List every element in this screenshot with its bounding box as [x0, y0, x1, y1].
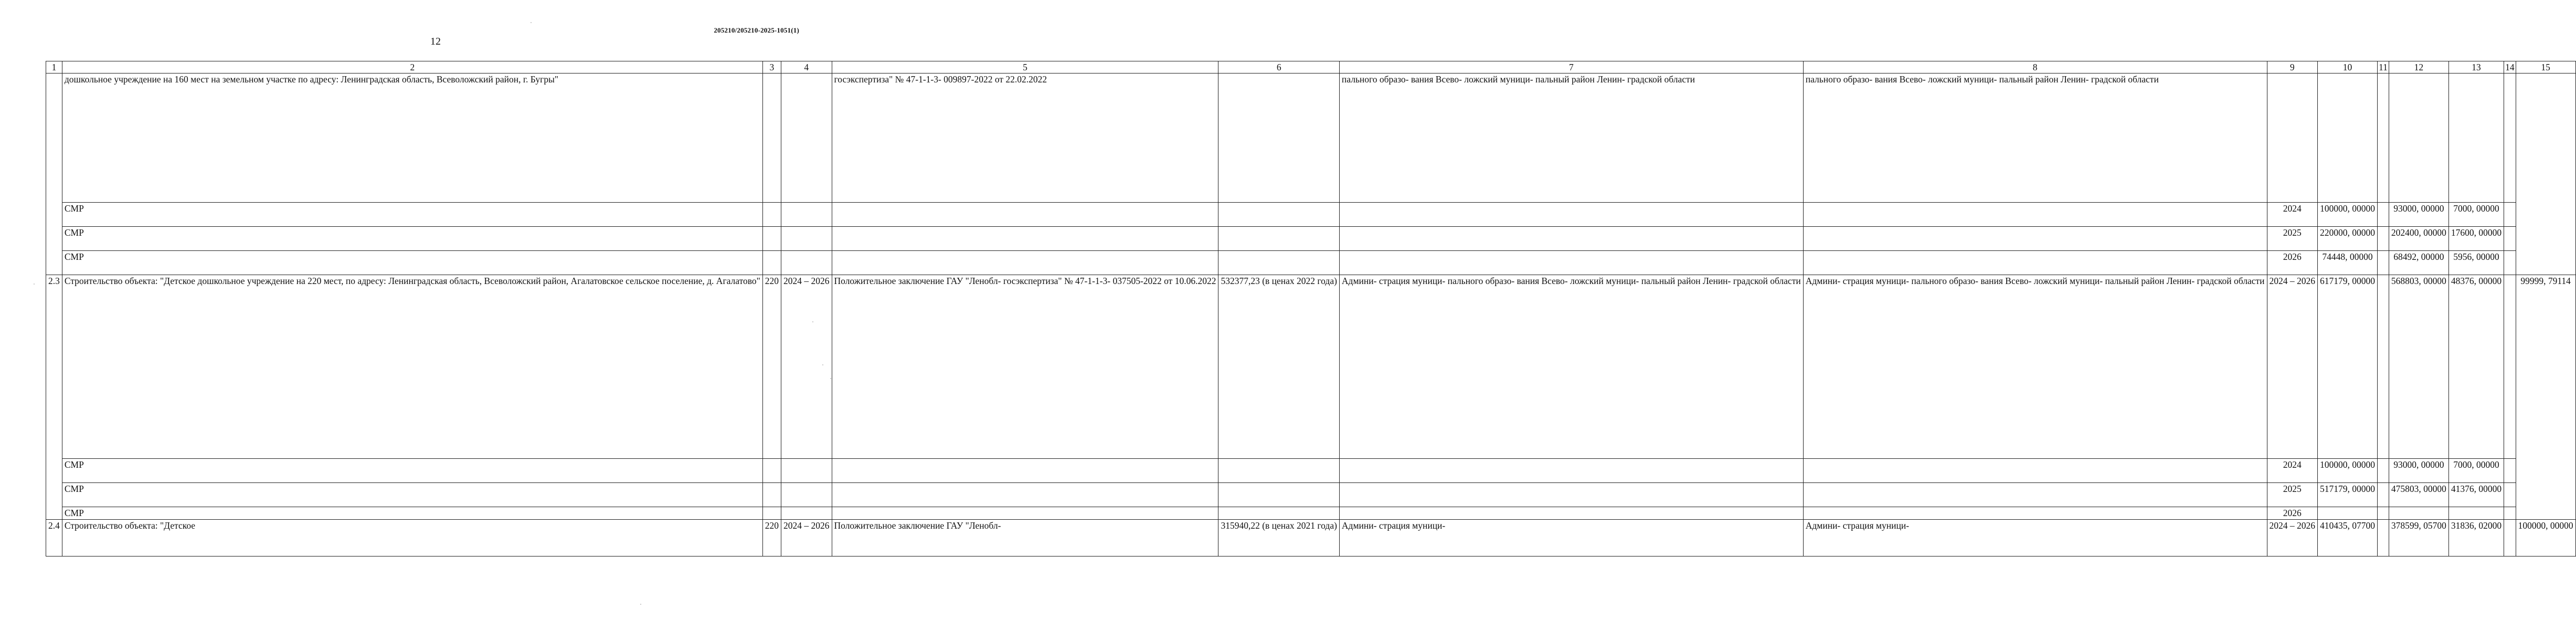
scan-speck [531, 22, 532, 23]
cost-cell: 315940,22 (в ценах 2021 года) [1218, 520, 1339, 556]
empty-cell [781, 483, 832, 507]
period-cell: 2024 – 2026 [781, 275, 832, 459]
empty-cell [1218, 459, 1339, 483]
smr-regional: 475803, 00000 [2389, 483, 2448, 507]
smr-regional: 93000, 00000 [2389, 459, 2448, 483]
empty-cell [781, 459, 832, 483]
empty-cell [1339, 251, 1803, 275]
table-row-smr [46, 507, 2576, 520]
smr-local: 17600, 00000 [2448, 227, 2504, 251]
table-row-continued-object [46, 74, 2576, 203]
federal-cell [2378, 275, 2389, 459]
smr-year: 2025 [2267, 483, 2318, 507]
table-row-item-2-4 [46, 520, 2576, 556]
readiness-cell: 100000, 00000 [2516, 520, 2575, 556]
customer-cell: Админи- страция муници- пального образо- вания Всево- ложский муници- пальный район Ленин- градской области [1339, 275, 1803, 459]
empty-cell [2378, 203, 2389, 227]
regional-cell: 378599, 05700 [2389, 520, 2448, 556]
expertise-conclusion-cell: Положительное заключение ГАУ "Ленобл- [832, 520, 1218, 556]
developer-cell: Админи- страция муници- [1803, 520, 2267, 556]
readiness-cell [2516, 74, 2575, 275]
empty-cell [1218, 203, 1339, 227]
investment-program-table [46, 61, 2576, 556]
total-cell [2318, 74, 2378, 203]
empty-cell [1218, 507, 1339, 520]
cost-cell [1218, 74, 1339, 203]
smr-regional: 68492, 00000 [2389, 251, 2448, 275]
column-header: 12 [2389, 61, 2448, 74]
empty-cell [832, 227, 1218, 251]
object-name-cell: дошкольное учреждение на 160 мест на земельном участке по адресу: Ленинградская область, Всеволожский район, г. Бугры" [62, 74, 762, 203]
smr-total: 100000, 00000 [2318, 459, 2378, 483]
years-cell: 2024 – 2026 [2267, 520, 2318, 556]
empty-cell [762, 227, 781, 251]
column-header: 10 [2318, 61, 2378, 74]
regional-cell: 568803, 00000 [2389, 275, 2448, 459]
smr-year: 2026 [2267, 507, 2318, 520]
period-cell [781, 74, 832, 203]
page-number: 12 [430, 36, 441, 47]
smr-year: 2024 [2267, 203, 2318, 227]
empty-cell [781, 507, 832, 520]
capacity-cell: 220 [762, 520, 781, 556]
other-cell [2504, 74, 2516, 203]
empty-cell [832, 459, 1218, 483]
scan-speck [640, 604, 641, 605]
empty-cell [832, 251, 1218, 275]
smr-total: 220000, 00000 [2318, 227, 2378, 251]
smr-year: 2025 [2267, 227, 2318, 251]
customer-cell: пального образо- вания Всево- ложский муници- пальный район Ленин- градской области [1339, 74, 1803, 203]
empty-cell [2504, 483, 2516, 507]
smr-year: 2024 [2267, 459, 2318, 483]
scan-speck [830, 378, 831, 379]
developer-cell: Админи- страция муници- пального образо- вания Всево- ложский муници- пальный район Ленин- градской области [1803, 275, 2267, 459]
total-cell: 617179, 00000 [2318, 275, 2378, 459]
empty-cell [1339, 227, 1803, 251]
column-header: 8 [1803, 61, 2267, 74]
smr-label: СМР [62, 251, 762, 275]
empty-cell [1803, 507, 2267, 520]
empty-cell [2378, 251, 2389, 275]
expertise-conclusion-cell: госэкспертиза" № 47-1-1-3- 009897-2022 от 22.02.2022 [832, 74, 1218, 203]
column-header: 9 [2267, 61, 2318, 74]
empty-cell [1339, 483, 1803, 507]
years-cell [2267, 74, 2318, 203]
table-row-smr [46, 459, 2576, 483]
smr-total [2318, 507, 2378, 520]
column-header: 15 [2516, 61, 2575, 74]
empty-cell [2378, 227, 2389, 251]
smr-total: 74448, 00000 [2318, 251, 2378, 275]
empty-cell [2504, 507, 2516, 520]
item-number-cell [46, 74, 62, 275]
smr-total: 100000, 00000 [2318, 203, 2378, 227]
empty-cell [1803, 459, 2267, 483]
smr-regional: 93000, 00000 [2389, 203, 2448, 227]
column-header: 11 [2378, 61, 2389, 74]
empty-cell [1339, 507, 1803, 520]
empty-cell [1803, 203, 2267, 227]
empty-cell [832, 507, 1218, 520]
empty-cell [2504, 459, 2516, 483]
smr-label: СМР [62, 483, 762, 507]
empty-cell [781, 227, 832, 251]
other-cell [2504, 275, 2516, 459]
local-cell: 31836, 02000 [2448, 520, 2504, 556]
column-header: 7 [1339, 61, 1803, 74]
column-header: 4 [781, 61, 832, 74]
column-header: 2 [62, 61, 762, 74]
column-header: 5 [832, 61, 1218, 74]
expertise-conclusion-cell: Положительное заключение ГАУ "Ленобл- госэкспертиза" № 47-1-1-3- 037505-2022 от 10.06.2022 [832, 275, 1218, 459]
empty-cell [2378, 459, 2389, 483]
empty-cell [1339, 459, 1803, 483]
period-cell: 2024 – 2026 [781, 520, 832, 556]
object-name-cell: Строительство объекта: "Детское [62, 520, 762, 556]
federal-cell [2378, 74, 2389, 203]
empty-cell [781, 203, 832, 227]
readiness-cell: 99999, 79114 [2516, 275, 2575, 520]
smr-local: 5956, 00000 [2448, 251, 2504, 275]
column-header: 3 [762, 61, 781, 74]
empty-cell [1218, 483, 1339, 507]
table-row-item-2-3 [46, 275, 2576, 459]
item-number-cell: 2.4 [46, 520, 62, 556]
capacity-cell [762, 74, 781, 203]
smr-label: СМР [62, 507, 762, 520]
empty-cell [1218, 227, 1339, 251]
column-header: 14 [2504, 61, 2516, 74]
document-id: 205210/205210-2025-1051(1) [714, 26, 799, 34]
table-row-smr [46, 203, 2576, 227]
smr-total: 517179, 00000 [2318, 483, 2378, 507]
empty-cell [1803, 251, 2267, 275]
local-cell [2448, 74, 2504, 203]
empty-cell [1218, 251, 1339, 275]
developer-cell: пального образо- вания Всево- ложский муници- пальный район Ленин- градской области [1803, 74, 2267, 203]
smr-label: СМР [62, 459, 762, 483]
empty-cell [1803, 483, 2267, 507]
smr-regional [2389, 507, 2448, 520]
column-header: 6 [1218, 61, 1339, 74]
smr-regional: 202400, 00000 [2389, 227, 2448, 251]
empty-cell [2378, 483, 2389, 507]
column-header: 1 [46, 61, 62, 74]
smr-local: 41376, 00000 [2448, 483, 2504, 507]
empty-cell [762, 483, 781, 507]
empty-cell [762, 251, 781, 275]
empty-cell [1803, 227, 2267, 251]
smr-local: 7000, 00000 [2448, 459, 2504, 483]
smr-year: 2026 [2267, 251, 2318, 275]
item-number-cell: 2.3 [46, 275, 62, 520]
customer-cell: Админи- страция муници- [1339, 520, 1803, 556]
table-row-smr [46, 227, 2576, 251]
object-name-cell: Строительство объекта: "Детское дошкольное учреждение на 220 мест, по адресу: Ленинградская область, Всеволожский район, Агалатовское сельское поселение, д. Агалатово" [62, 275, 762, 459]
scan-speck [812, 321, 813, 322]
empty-cell [2378, 507, 2389, 520]
capacity-cell: 220 [762, 275, 781, 459]
column-number-row [46, 61, 2576, 74]
smr-local [2448, 507, 2504, 520]
total-cell: 410435, 07700 [2318, 520, 2378, 556]
table-row-smr [46, 483, 2576, 507]
local-cell: 48376, 00000 [2448, 275, 2504, 459]
table-row-smr [46, 251, 2576, 275]
empty-cell [832, 483, 1218, 507]
other-cell [2504, 520, 2516, 556]
empty-cell [762, 203, 781, 227]
empty-cell [2504, 251, 2516, 275]
empty-cell [781, 251, 832, 275]
column-header: 13 [2448, 61, 2504, 74]
empty-cell [2504, 203, 2516, 227]
empty-cell [762, 507, 781, 520]
smr-local: 7000, 00000 [2448, 203, 2504, 227]
empty-cell [832, 203, 1218, 227]
years-cell: 2024 – 2026 [2267, 275, 2318, 459]
empty-cell [2504, 227, 2516, 251]
empty-cell [762, 459, 781, 483]
regional-cell [2389, 74, 2448, 203]
scan-speck [34, 284, 35, 285]
smr-label: СМР [62, 203, 762, 227]
federal-cell [2378, 520, 2389, 556]
cost-cell: 532377,23 (в ценах 2022 года) [1218, 275, 1339, 459]
empty-cell [1339, 203, 1803, 227]
smr-label: СМР [62, 227, 762, 251]
scan-speck [822, 364, 823, 365]
